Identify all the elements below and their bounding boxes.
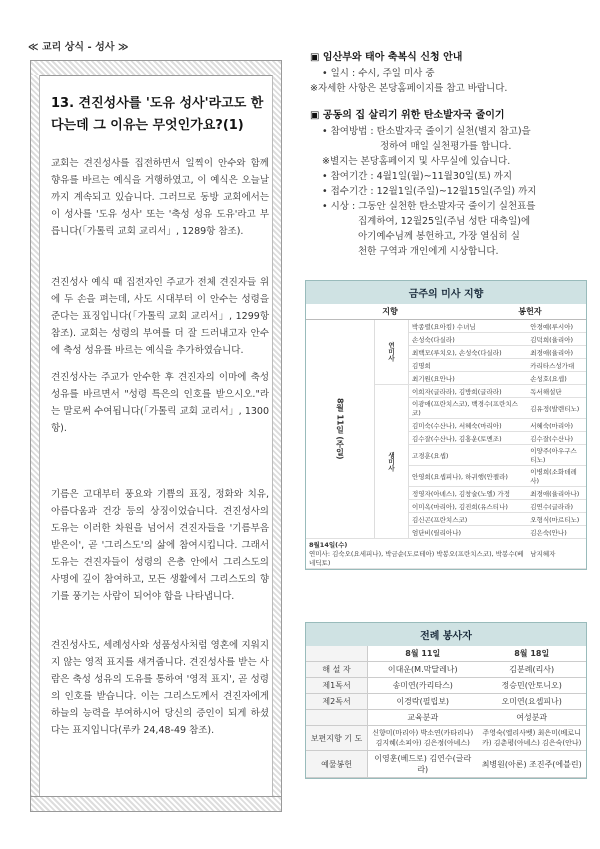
box-right-border [272,75,281,797]
notice2-line: ※별지는 본당홈페이지 및 사무실에 있습니다. [322,156,511,167]
lit-server: 이경락(필립보) [368,694,478,710]
lit-date-1: 8월 11일 [368,646,478,662]
mass-donor: 이양주(아우구스티노) [527,445,586,466]
lit-corner [306,646,368,662]
notice2-line: 아기예수님께 봉헌하고, 가장 열심히 실 [358,231,520,242]
mass-intention: 김수잘(수산나), 김홍운(토멘조) [409,432,528,445]
mass-body [306,320,586,569]
group-yeon: 연미사 [375,320,409,385]
mass-donor: 김은숙(안나) [527,526,586,539]
mass-title: 금주의 미사 지향 [306,281,586,304]
lit-server: 오미연(요셉피나) [477,694,586,710]
lit-server: 교육분과 [368,710,478,726]
mass-intention: 최기원(요안나) [409,372,528,385]
notice2-line: 정하여 매일 실천평가를 합니다. [380,141,512,152]
mass-donor: 김덕희(율리아) [527,333,586,346]
notice1-line: ※자세한 사항은 본당홈페이지를 참고 바랍니다. [310,83,508,94]
mass-intention: 최백모(루치오), 손성숙(다실라) [409,346,528,359]
lit-server: 김분례(리사) [477,662,586,678]
mass-date: 8월 11일 (주일) [306,320,375,539]
mass-intention: 이희자(글라라), 김방희(글라라) [409,385,528,398]
group-saeng: 생미사 [375,385,409,539]
notice2-line: • 참여방법 : 탄소발자국 줄이기 실천(별지 참고)을 [322,126,531,137]
lit-date-2: 8월 18일 [477,646,586,662]
notice2-line: 집계하여, 12월25일(주님 성탄 대축일)에 [358,216,531,227]
qa-paragraph-4: 기름은 고대부터 풍요와 기쁨의 표징, 정화와 치유, 아름다움과 건강 등의 상징이었습니다. 견진성사의 도유는 이러한 차원을 넘어서 견진자들을 '기름부음받은이', 곧 '그리스도'의 삶에 참여시킵니다. 그래서 도유는 견진자들이 성령의 은총 안에서 그리스도의 사명에 깊이 참여하고, 모든 생활에서 그리스도의 향기를 풍기는 사람이 되어야 함을 나타냅니다. [51,489,269,602]
notice2-title: ▣ 공동의 집 살리기 위한 탄소발자국 줄이기 [310,110,505,121]
mass-donor: 김수잘(수산나) [527,432,586,445]
mass-donor: 이병희(소화데레사) [527,466,586,487]
notice2-line: • 참여기간 : 4월1일(월)~11월30일(토) 까지 [322,171,513,182]
catechism-box [30,60,282,812]
lit-role: 보편지향 기 도 [306,726,368,751]
liturgy-title: 전례 봉사자 [306,623,586,646]
mass-intention: 김명희 [409,359,528,372]
mass-donor: 오형식(마르티노) [527,513,586,526]
mass-table [306,320,586,569]
lit-server: 최병원(아론) 조진주(에블린) [477,751,586,778]
mass-intention: 엄단비(릴리아나) [409,526,528,539]
extra-date [306,539,527,569]
liturgy-table [306,646,586,778]
mass-donor: 안경예(루시아) [527,320,586,333]
col-donor: 봉헌자 [518,307,542,316]
mass-donor: 최경애(율리아나) [527,487,586,500]
qa-title: 13. 견진성사를 '도유 성사'라고도 한다는데 그 이유는 무엇인가요?(1) [51,96,264,133]
box-top-border [31,61,281,76]
extra-date-text: 8월14일(수) [309,541,348,549]
notice2-line: • 시상 : 그동안 실천한 탄소발자국 줄이기 실천표를 [322,201,536,212]
mass-intention: 김신곤(프란치스코) [409,513,528,526]
lit-server: 여성분과 [477,710,586,726]
mass-intention: 이미옥(마리아), 김진희(유스티나) [409,500,528,513]
mass-intention: 정영자(아녜스), 김창술(노엘) 가정 [409,487,528,500]
mass-intention: 고경훈(요셉) [409,445,528,466]
notice2-line: • 접수기간 : 12월1일(주일)~12월15일(주일) 까지 [322,186,537,197]
qa-paragraph-2: 견진성사 예식 때 집전자인 주교가 전체 견진자들 위에 두 손을 펴는데, 사도 시대부터 이 안수는 성령을 준다는 표징입니다(「가톨릭 교회 교리서」, 1299항 참조). 교회는 성령의 부여를 더 잘 드러내고자 안수에 축성 성유를 바르는 예식을 추가하였습니다. [51,277,269,356]
lit-server: 이대운(M.막달레나) [368,662,478,678]
mass-donor: 손성호(요셉) [527,372,586,385]
extra-intention: 연미사: 김숙오(요세피나), 박금순(도로테아) 박봉오(프란치스코), 박봉수(베네딕토) [309,550,524,567]
mass-donor: 최경애(율리아) [527,346,586,359]
box-bottom-border [31,796,281,811]
notices [310,48,580,259]
liturgy-servers-box [305,622,587,779]
lit-server: 정승민(안토니오) [477,678,586,694]
notice2-line: 천한 구역과 개인에게 시상합니다. [358,246,499,257]
qa-paragraph-1: 교회는 견진성사를 집전하면서 일찍이 안수와 함께 향유를 바르는 예식을 거행하였고, 이 예식은 오늘날까지 계속되고 있습니다. 그러므로 동방 교회에서는 이 성사를 '도유 성사' 또는 '축성 성유 도유'라고 부릅니다(「가톨릭 교회 교리서」, 1289항 참조). [51,158,269,237]
mass-column-headers [306,304,586,320]
mass-donor: 서혜숙(마리아) [527,419,586,432]
mass-intention: 손성숙(다실라) [409,333,528,346]
lit-server: 주영숙(엘리사벳) 최은미(베로니카) 김춘평(아녜스) 김은숙(안나) [477,726,586,751]
extra-donor: 남지혜자 [527,539,586,569]
lit-role [306,710,368,726]
mass-donor: 김연수(글라라) [527,500,586,513]
lit-server: 이영훈(베드로) 김연수(글라라) [368,751,478,778]
lit-role: 해 설 자 [306,662,368,678]
mass-intention: 안영희(요셉피나), 하귀행(안젤라) [409,466,528,487]
qa-paragraph-5: 견진성사도, 세례성사와 성품성사처럼 영혼에 지워지지 않는 영적 표지를 새겨줍니다. 견진성사를 받는 사람은 축성 성유의 도유를 통하여 '영적 표지', 곧 성령의 인호를 받습니다. 이는 그리스도께서 견진자에게 하늘의 능력을 부여하시어 당신의 증인이 되게 하셨다는 표지입니다(루카 24,48-49 참조). [51,640,269,736]
mass-intention: 김미숙(수산나), 서혜숙(마리아) [409,419,528,432]
mass-donor: 김유정(발렌티노) [527,398,586,419]
lit-role: 예물봉헌 [306,751,368,778]
mass-intention: 이광애(프란치스코), 백경수(프란치스코) [409,398,528,419]
section-header: ≪ 교리 상식 - 성사 ≫ [28,42,129,53]
mass-donor: 독서해설단 [527,385,586,398]
lit-role: 제1독서 [306,678,368,694]
box-left-border [31,75,40,797]
notice1-line: • 일시 : 수시, 주일 미사 중 [322,68,435,79]
lit-server: 송미연(카리타스) [368,678,478,694]
lit-role: 제2독서 [306,694,368,710]
lit-server: 신향미(마리아) 박소연(카타리나) 김지혜(소피아) 김은정(아녜스) [368,726,478,751]
mass-intention: 박종렬(요아킴) 수녀님 [409,320,528,333]
mass-donor: 카리타스성가대 [527,359,586,372]
col-intention: 지향 [382,307,398,316]
mass-intentions-box [305,280,587,570]
qa-paragraph-3: 견진성사는 주교가 안수한 후 견진자의 이마에 축성 성유를 바르면서 "성령 특은의 인호를 받으시오."라는 말로써 수여됩니다(「가톨릭 교회 교리서」, 1300항). [51,372,269,434]
notice1-title: ▣ 임산부와 태아 축복식 신청 안내 [310,52,463,63]
